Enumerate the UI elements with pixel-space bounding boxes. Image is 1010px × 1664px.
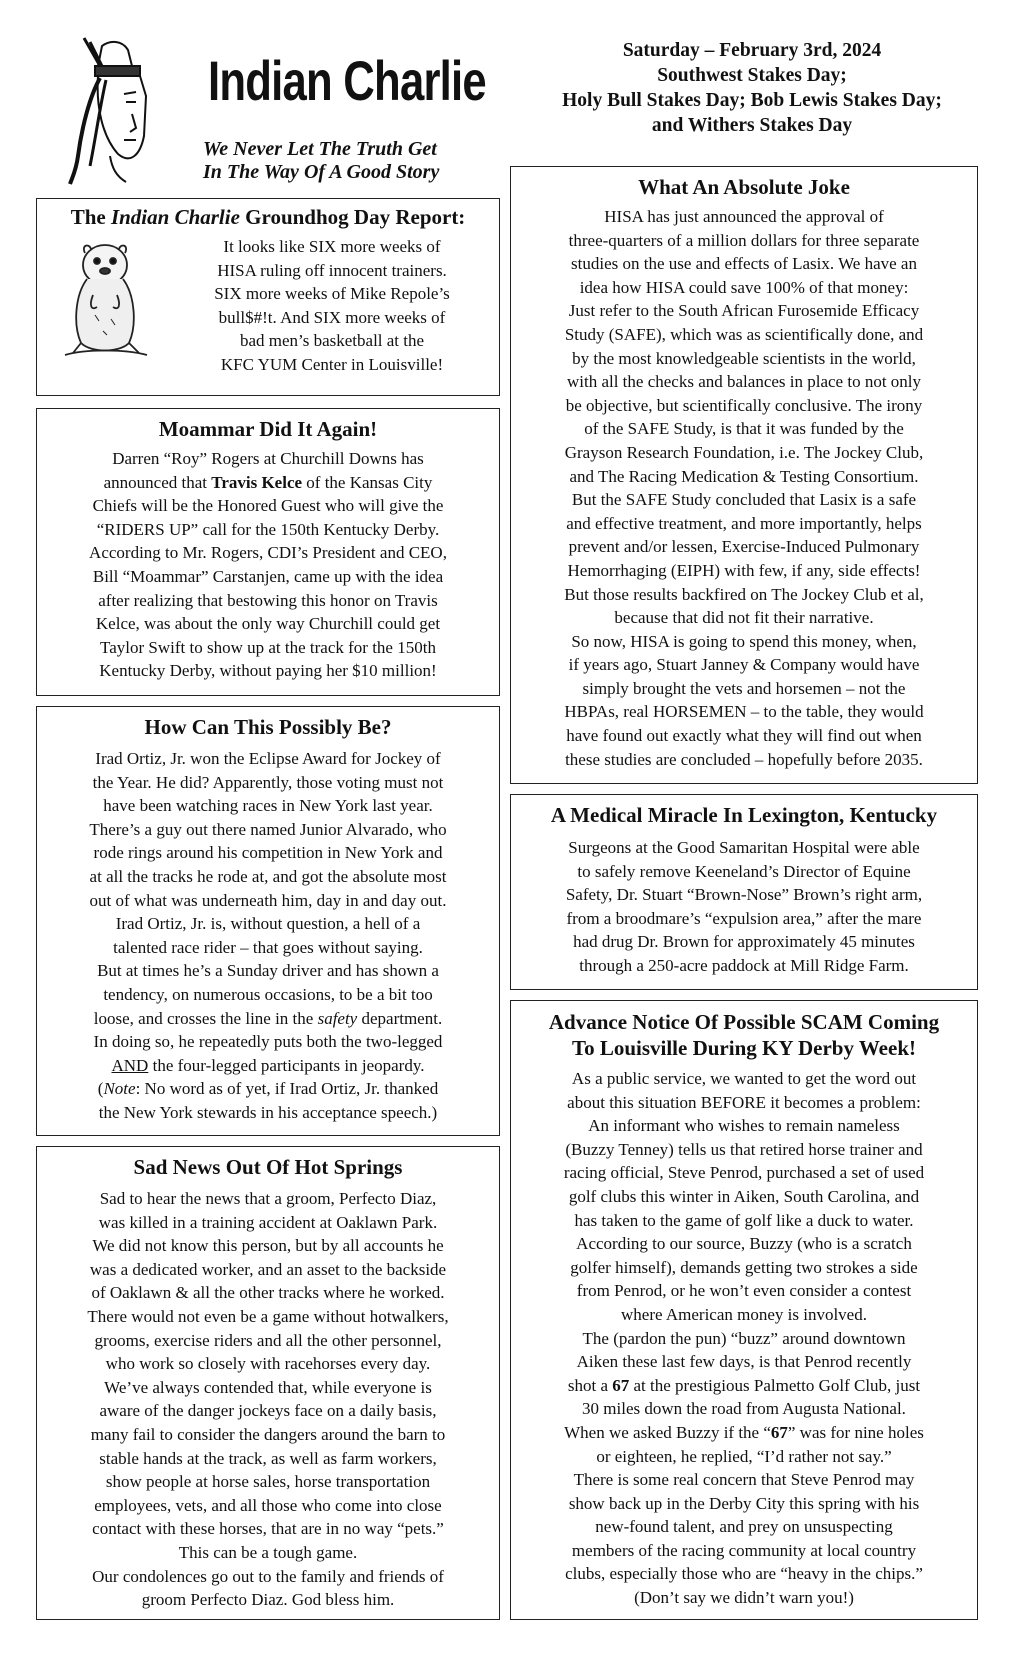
groundhog-report-text [171, 235, 493, 377]
text-line: HBPAs, real HORSEMEN – to the table, they would [564, 702, 924, 722]
masthead-title: Indian Charlie [208, 49, 486, 112]
text-line: from a broodmare’s “expulsion area,” after the mare [566, 908, 922, 928]
text-line: But those results backfired on The Jockey Club et al, [564, 584, 924, 604]
article-body [511, 205, 977, 771]
text-line: about this situation BEFORE it becomes a problem: [567, 1092, 921, 1112]
text-line: through a 250-acre paddock at Mill Ridge Farm. [579, 955, 909, 975]
stakes-line: Holy Bull Stakes Day; Bob Lewis Stakes Day; [562, 90, 942, 111]
text-line: We did not know this person, but by all accounts he [92, 1236, 444, 1256]
title-line: Advance Notice Of Possible SCAM Coming [548, 1010, 940, 1034]
text-line: these studies are concluded – hopefully before 2035. [565, 749, 923, 769]
text-line: have found out exactly what they will find out when [566, 726, 922, 746]
text-line: “RIDERS UP” call for the 150th Kentucky Derby. [96, 519, 440, 539]
text-line: idea how HISA could save 100% of that money: [579, 277, 909, 297]
joke-article-box [510, 166, 978, 784]
text-line: employees, vets, and all those who come into close [94, 1495, 442, 1515]
article-title: A Medical Miracle In Lexington, Kentucky [550, 803, 938, 827]
text-line: HISA has just announced the approval of [604, 207, 884, 226]
article-body [511, 836, 977, 978]
text-line: Darren “Roy” Rogers at Churchill Downs has [112, 449, 424, 468]
text-line: three-quarters of a million dollars for three separate [568, 230, 920, 250]
text-line: The (pardon the pun) “buzz” around downtown [582, 1328, 906, 1348]
text-line: stable hands at the track, as well as farm workers, [99, 1448, 437, 1468]
text-line: loose, and crosses the line in the safety department. [93, 1008, 443, 1028]
text-line: from Penrod, or he won’t even consider a contest [576, 1281, 912, 1301]
moammar-article-box [36, 408, 500, 696]
text-line: after realizing that bestowing this honor on Travis [98, 590, 438, 610]
text-line: show back up in the Derby City this spring with his [568, 1493, 920, 1513]
date-block [508, 38, 996, 138]
text-line: There would not even be a game without hotwalkers, [87, 1306, 449, 1326]
text-line: talented race rider – that goes without saying. [113, 937, 423, 957]
text-line: There is some real concern that Steve Penrod may [573, 1470, 915, 1490]
article-title: Sad News Out Of Hot Springs [133, 1155, 403, 1179]
text-line: bad men’s basketball at the [239, 331, 425, 351]
text-line: Our condolences go out to the family and friends of [92, 1566, 444, 1586]
text-line: This can be a tough game. [178, 1542, 358, 1562]
text-line: So now, HISA is going to spend this money, when, [571, 631, 917, 651]
masthead [40, 36, 490, 191]
text-line: golf clubs this winter in Aiken, South Carolina, and [568, 1186, 920, 1206]
text-line: Kentucky Derby, without paying her $10 million! [99, 661, 437, 681]
text-line: Hemorrhaging (EIPH) with few, if any, side effects! [567, 560, 921, 580]
text-line: Chiefs will be the Honored Guest who will give the [92, 496, 444, 516]
text-line: In doing so, he repeatedly puts both the two-legged [93, 1032, 443, 1052]
text-line: to safely remove Keeneland’s Director of Equine [577, 861, 911, 881]
text-line: SIX more weeks of Mike Repole’s [214, 284, 450, 304]
text-line: Irad Ortiz, Jr. won the Eclipse Award for Jockey of [95, 749, 441, 768]
text-line: According to our source, Buzzy (who is a scratch [576, 1234, 912, 1254]
text-line: HISA ruling off innocent trainers. [217, 260, 447, 280]
text-line: was a dedicated worker, and an asset to the backside [89, 1259, 447, 1279]
text-line: or eighteen, he replied, “I’d rather not say.” [596, 1446, 892, 1466]
text-line: Safety, Dr. Stuart “Brown-Nose” Brown’s right arm, [565, 885, 923, 905]
text-line: groom Perfecto Diaz. God bless him. [141, 1590, 395, 1610]
text-line: show people at horse sales, horse transportation [105, 1472, 431, 1492]
groundhog-report-box [36, 198, 500, 396]
text-line: Surgeons at the Good Samaritan Hospital were able [568, 838, 920, 857]
text-line: As a public service, we wanted to get the word out [571, 1069, 917, 1088]
text-line: KFC YUM Center in Louisville! [220, 354, 444, 374]
text-line: announced that Travis Kelce of the Kansas City [103, 472, 433, 492]
text-line: 30 miles down the road from Augusta National. [582, 1399, 906, 1419]
text-line: An informant who wishes to remain nameless [588, 1116, 900, 1136]
text-line: be objective, but scientifically conclusive. The irony [565, 395, 923, 415]
text-line: When we asked Buzzy if the “67” was for nine holes [564, 1422, 924, 1442]
text-line: grooms, exercise riders and all the other personnel, [94, 1330, 442, 1350]
title-part: The [70, 205, 111, 229]
text-line: with all the checks and balances in place to not only [566, 372, 922, 392]
article-body [37, 747, 499, 1125]
text-line: if years ago, Stuart Janney & Company would have [568, 655, 920, 675]
article-title: How Can This Possibly Be? [144, 715, 392, 739]
text-line: Irad Ortiz, Jr. is, without question, a hell of a [115, 914, 421, 934]
article-title: Moammar Did It Again! [158, 417, 378, 441]
text-line: because that did not fit their narrative. [614, 608, 874, 628]
scam-article-box [510, 1000, 978, 1620]
text-line: out of what was underneath him, day in and day out. [89, 890, 447, 910]
text-line: prevent and/or lessen, Exercise-Induced Pulmonary [568, 537, 920, 557]
text-line: Sad to hear the news that a groom, Perfecto Diaz, [99, 1189, 437, 1208]
text-line: Grayson Research Foundation, i.e. The Jockey Club, [564, 442, 924, 462]
text-line: (Don’t say we didn’t warn you!) [634, 1588, 854, 1608]
text-line: Bill “Moammar” Carstanjen, came up with the idea [92, 566, 444, 586]
text-line: and The Racing Medication & Testing Consortium. [569, 466, 919, 486]
masthead-tagline [203, 138, 439, 184]
text-line: (Buzzy Tenney) tells us that retired horse trainer and [565, 1139, 923, 1159]
text-line: many fail to consider the dangers around the barn to [90, 1424, 446, 1444]
text-line: of the SAFE Study, is that it was funded by the [584, 419, 904, 439]
text-line: tendency, on numerous occasions, to be a bit too [103, 984, 433, 1004]
tagline-line: In The Way Of A Good Story [203, 161, 440, 183]
text-line: has taken to the game of golf like a duck to water. [574, 1210, 914, 1230]
article-title: What An Absolute Joke [638, 175, 850, 199]
text-line: clubs, especially those who are “heavy in the chips.” [565, 1564, 923, 1584]
text-line: According to Mr. Rogers, CDI’s President and CEO, [89, 543, 447, 563]
text-line: shot a 67 at the prestigious Palmetto Golf Club, just [567, 1375, 921, 1395]
title-part: Groundhog Day Report: [239, 205, 466, 229]
text-line: who work so closely with racehorses every day. [105, 1354, 431, 1374]
title-part: Indian Charlie [110, 205, 240, 229]
text-line: AND the four-legged participants in jeopardy. [111, 1055, 425, 1075]
indian-charlie-mascot-icon [40, 36, 190, 186]
text-line: had drug Dr. Brown for approximately 45 minutes [573, 932, 915, 952]
text-line: by the most knowledgeable scientists in the world, [572, 348, 916, 368]
title-line: To Louisville During KY Derby Week! [571, 1036, 916, 1060]
text-line: We’ve always contended that, while everyone is [104, 1377, 432, 1397]
article-body [37, 1187, 499, 1612]
text-line: new-found talent, and prey on unsuspecting [595, 1517, 893, 1537]
text-line: Study (SAFE), which was as scientifically done, and [564, 324, 924, 344]
text-line: was killed in a training accident at Oaklawn Park. [98, 1212, 438, 1232]
text-line: aware of the danger jockeys face on a daily basis, [99, 1401, 437, 1421]
text-line: contact with these horses, that are in no way “pets.” [92, 1519, 444, 1539]
article-body [511, 1067, 977, 1610]
stakes-line: Southwest Stakes Day; [657, 65, 847, 86]
text-line: the Year. He did? Apparently, those voting must not [92, 772, 444, 792]
sad-news-article-box [36, 1146, 500, 1620]
text-line: and effective treatment, and more importantly, helps [566, 513, 922, 533]
text-line: where American money is involved. [621, 1304, 867, 1324]
miracle-article-box [510, 794, 978, 990]
text-line: members of the racing community at local country [571, 1540, 917, 1560]
tagline-line: We Never Let The Truth Get [203, 138, 437, 160]
text-line: golfer himself), demands getting two strokes a side [570, 1257, 918, 1277]
text-line: Aiken these last few days, is that Penrod recently [576, 1352, 912, 1372]
text-line: rode rings around his competition in New York and [93, 843, 443, 863]
text-line: It looks like SIX more weeks of [223, 237, 441, 256]
article-body [37, 447, 499, 683]
text-line: racing official, Steve Penrod, purchased a set of used [563, 1163, 925, 1183]
stakes-line: and Withers Stakes Day [651, 115, 853, 136]
text-line: But at times he’s a Sunday driver and has shown a [97, 961, 439, 981]
text-line: at all the tracks he rode at, and got the absolute most [89, 866, 447, 886]
text-line: (Note: No word as of yet, if Irad Ortiz, Jr. thanked [97, 1079, 439, 1099]
groundhog-report-title [37, 205, 499, 230]
date-line: Saturday – February 3rd, 2024 [622, 40, 882, 61]
groundhog-icon [55, 235, 155, 365]
text-line: There’s a guy out there named Junior Alvarado, who [89, 819, 447, 839]
text-line: of Oaklawn & all the other tracks where he worked. [91, 1283, 445, 1303]
text-line: Kelce, was about the only way Churchill could get [95, 614, 441, 634]
text-line: Taylor Swift to show up at the track for the 150th [100, 637, 436, 657]
text-line: But the SAFE Study concluded that Lasix is a safe [571, 490, 917, 510]
text-line: bull$#!t. And SIX more weeks of [218, 307, 446, 327]
text-line: have been watching races in New York last year. [103, 796, 433, 816]
article-title [511, 1009, 977, 1061]
text-line: studies on the use and effects of Lasix. We have an [571, 254, 917, 274]
text-line: simply brought the vets and horsemen – not the [582, 678, 906, 698]
text-line: Just refer to the South African Furosemide Efficacy [568, 301, 920, 321]
how-can-article-box [36, 706, 500, 1136]
text-line: the New York stewards in his acceptance speech.) [98, 1102, 438, 1122]
